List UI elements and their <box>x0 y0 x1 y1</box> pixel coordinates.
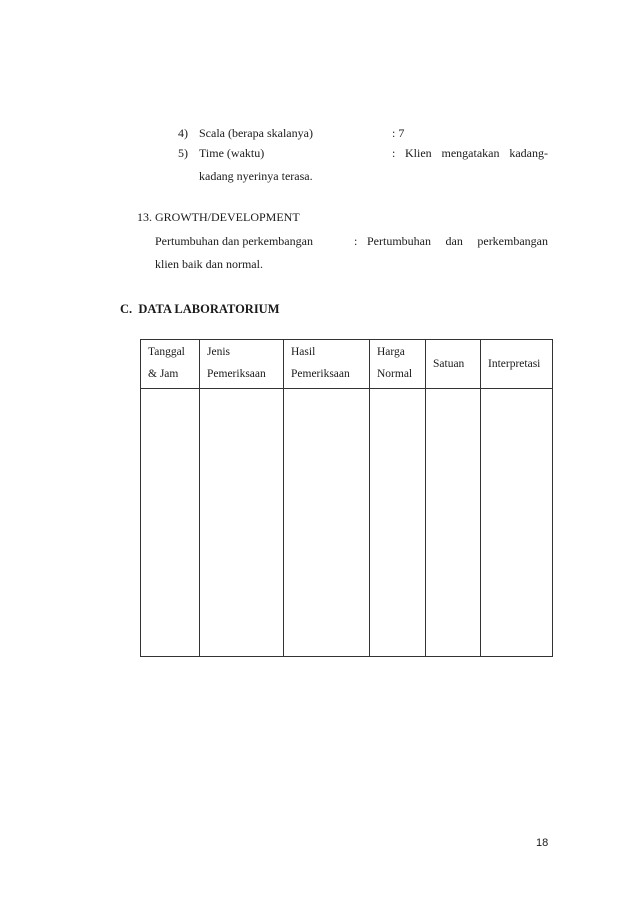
lab-data-table <box>140 339 553 657</box>
item-5-label: Time (waktu) <box>199 146 265 160</box>
item-5-continuation: kadang nyerinya terasa. <box>199 169 313 183</box>
table-cell <box>200 389 284 657</box>
table-cell <box>141 389 200 657</box>
item-5-value: Klien mengatakan kadang- <box>405 146 548 160</box>
growth-colon: : <box>354 234 358 248</box>
growth-value: Pertumbuhan dan perkembangan <box>367 234 548 248</box>
section-c-heading: C. DATA LABORATORIUM <box>120 302 280 316</box>
header-tanggal-jam: Tanggal & Jam <box>141 340 200 389</box>
table-cell <box>284 389 370 657</box>
table-header-row <box>141 340 553 389</box>
item-5-number: 5) <box>178 146 188 160</box>
item-4-number: 4) <box>178 126 188 140</box>
growth-title: 13. GROWTH/DEVELOPMENT <box>137 210 300 224</box>
header-jenis-pemeriksaan: Jenis Pemeriksaan <box>200 340 284 389</box>
header-hasil-pemeriksaan: Hasil Pemeriksaan <box>284 340 370 389</box>
table-cell <box>426 389 481 657</box>
table-row <box>141 389 553 657</box>
table-cell <box>481 389 553 657</box>
table-cell <box>370 389 426 657</box>
header-satuan: Satuan <box>426 340 481 389</box>
item-4-value: : 7 <box>392 126 405 140</box>
header-interpretasi: Interpretasi <box>481 340 553 389</box>
page-number: 18 <box>536 837 549 849</box>
header-harga-normal: Harga Normal <box>370 340 426 389</box>
growth-label: Pertumbuhan dan perkembangan <box>155 234 313 248</box>
growth-value-continuation: klien baik dan normal. <box>155 257 263 271</box>
item-5-colon: : <box>392 146 396 160</box>
item-4-label: Scala (berapa skalanya) <box>199 126 313 140</box>
